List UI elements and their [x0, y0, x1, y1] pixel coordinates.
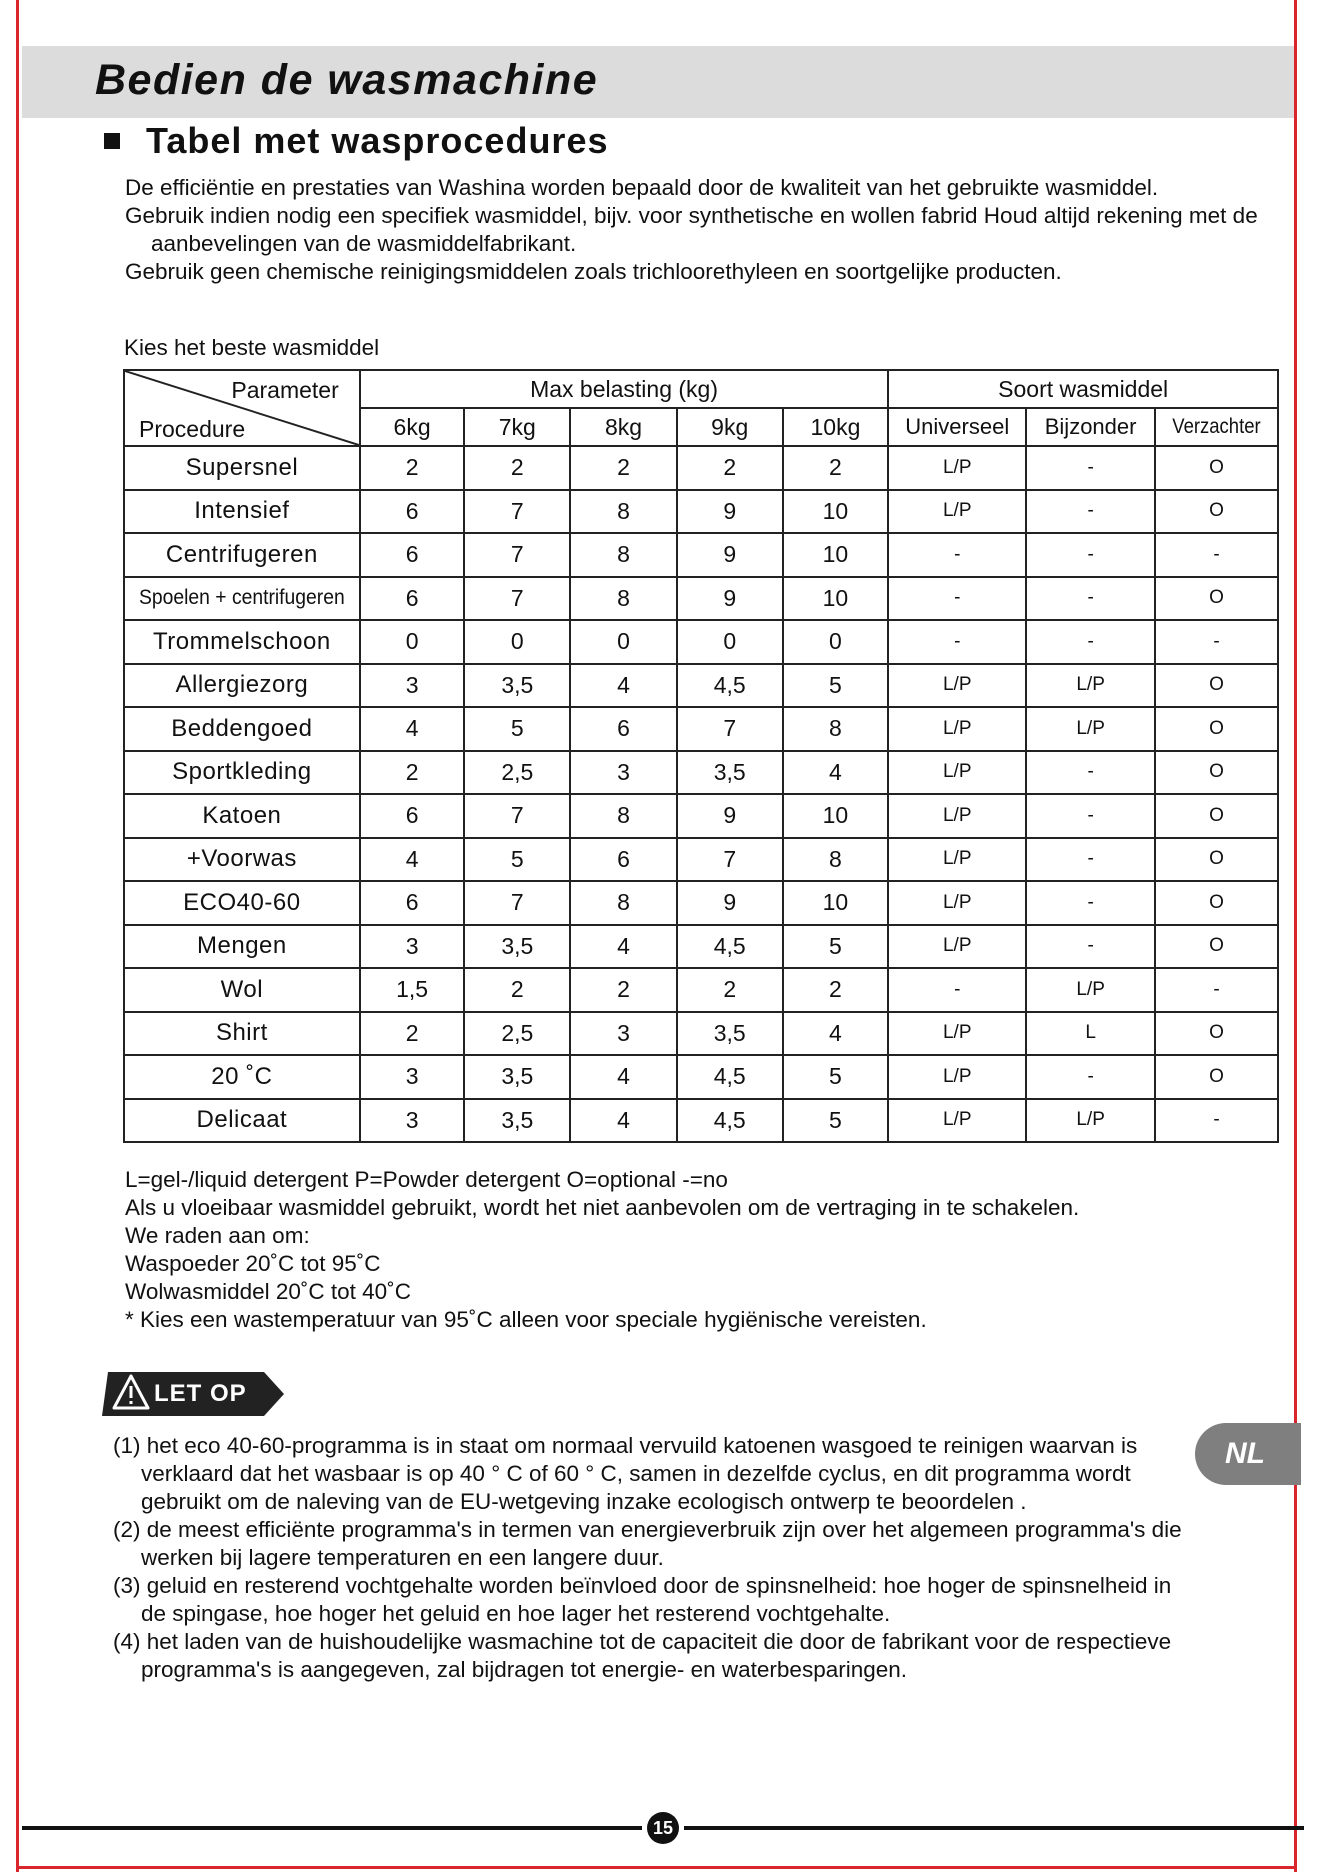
- detergent-cell: -: [1026, 490, 1155, 534]
- load-cell: 3: [360, 925, 465, 969]
- let-op-item: (4) het laden van de huishoudelijke wasmachine tot de capaciteit die door de fabrikant voor de respectieve programma's is aangegeven, zal bijdragen tot energie- en waterbesparingen.: [113, 1629, 1172, 1682]
- detergent-cell: L: [1026, 1012, 1155, 1056]
- load-cell: 9: [677, 533, 783, 577]
- procedure-name: Sportkleding: [124, 751, 360, 795]
- table-row: [124, 707, 1278, 751]
- load-cell: 7: [464, 577, 570, 621]
- load-cell: 10: [783, 794, 889, 838]
- section-title: Tabel met wasprocedures: [146, 120, 609, 161]
- detergent-cell: L/P: [888, 838, 1026, 882]
- load-cell: 7: [677, 707, 783, 751]
- load-cell: 2: [677, 446, 783, 490]
- load-cell: 3,5: [677, 1012, 783, 1056]
- load-cell: 10: [783, 881, 889, 925]
- load-cell: 1,5: [360, 968, 465, 1012]
- header-detergent: Universeel: [888, 408, 1026, 446]
- square-bullet-icon: [104, 133, 120, 149]
- detergent-cell: O: [1155, 707, 1278, 751]
- load-cell: 2: [570, 446, 677, 490]
- liquid-note: Als u vloeibaar wasmiddel gebruikt, wordt het niet aanbevolen om de vertraging in te schakelen.: [125, 1195, 1080, 1220]
- load-cell: 0: [677, 620, 783, 664]
- load-cell: 5: [464, 838, 570, 882]
- load-cell: 5: [464, 707, 570, 751]
- detergent-cell: -: [1026, 751, 1155, 795]
- load-cell: 4: [570, 925, 677, 969]
- load-cell: 6: [360, 577, 465, 621]
- detergent-cell: O: [1155, 664, 1278, 708]
- detergent-cell: L/P: [888, 794, 1026, 838]
- procedure-name: Centrifugeren: [124, 533, 360, 577]
- load-cell: 3,5: [464, 1055, 570, 1099]
- load-cell: 4: [360, 838, 465, 882]
- powder-note: Waspoeder 20˚C tot 95˚C: [125, 1251, 381, 1276]
- load-cell: 2: [783, 446, 889, 490]
- load-cell: 3: [570, 1012, 677, 1056]
- table-row: [124, 751, 1278, 795]
- detergent-cell: -: [888, 620, 1026, 664]
- detergent-cell: L/P: [888, 881, 1026, 925]
- detergent-cell: L/P: [888, 1055, 1026, 1099]
- page-title: Bedien de wasmachine: [95, 56, 599, 104]
- load-cell: 4,5: [677, 1055, 783, 1099]
- load-cell: 2,5: [464, 1012, 570, 1056]
- header-detergent-type: Soort wasmiddel: [888, 370, 1278, 408]
- load-cell: 4: [570, 1099, 677, 1143]
- wool-note: Wolwasmiddel 20˚C tot 40˚C: [125, 1279, 411, 1304]
- language-tab: NL: [1195, 1423, 1301, 1485]
- load-cell: 10: [783, 577, 889, 621]
- load-cell: 7: [464, 490, 570, 534]
- load-cell: 3,5: [464, 1099, 570, 1143]
- page-number: 15: [647, 1812, 679, 1844]
- load-cell: 2: [360, 751, 465, 795]
- load-cell: 3: [570, 751, 677, 795]
- detergent-cell: O: [1155, 490, 1278, 534]
- detergent-cell: -: [1026, 794, 1155, 838]
- table-row: [124, 446, 1278, 490]
- header-load: 8kg: [570, 408, 677, 446]
- table-row: [124, 838, 1278, 882]
- load-cell: 6: [570, 707, 677, 751]
- load-cell: 0: [360, 620, 465, 664]
- load-cell: 10: [783, 490, 889, 534]
- table-row: [124, 1055, 1278, 1099]
- load-cell: 7: [677, 838, 783, 882]
- advice-note: We raden aan om:: [125, 1223, 310, 1248]
- load-cell: 3,5: [677, 751, 783, 795]
- detergent-cell: L/P: [888, 1012, 1026, 1056]
- load-cell: 4: [570, 664, 677, 708]
- intro-paragraph: Gebruik geen chemische reinigingsmiddelen zoals trichloorethyleen en soortgelijke producten.: [125, 259, 1062, 284]
- load-cell: 5: [783, 664, 889, 708]
- detergent-cell: L/P: [888, 446, 1026, 490]
- intro-paragraph: De efficiëntie en prestaties van Washina worden bepaald door de kwaliteit van het gebruikte wasmiddel.: [125, 175, 1159, 200]
- detergent-cell: O: [1155, 1012, 1278, 1056]
- detergent-cell: L/P: [888, 664, 1026, 708]
- detergent-cell: O: [1155, 838, 1278, 882]
- intro-paragraph: Gebruik indien nodig een specifiek wasmiddel, bijv. voor synthetische en wollen fabrid Houd altijd rekening met de aanbevelingen van de wasmiddelfabrikant.: [125, 203, 1258, 256]
- detergent-cell: -: [1026, 446, 1155, 490]
- header-load: 10kg: [783, 408, 889, 446]
- load-cell: 6: [360, 490, 465, 534]
- detergent-cell: O: [1155, 1055, 1278, 1099]
- section-heading: [104, 120, 609, 162]
- load-cell: 6: [360, 533, 465, 577]
- temperature-note: * Kies een wastemperatuur van 95˚C alleen voor speciale hygiënische vereisten.: [125, 1307, 927, 1332]
- load-cell: 4: [360, 707, 465, 751]
- load-cell: 4: [783, 751, 889, 795]
- load-cell: 8: [783, 838, 889, 882]
- load-cell: 9: [677, 577, 783, 621]
- header-detergent: Verzachter: [1162, 408, 1270, 446]
- let-op-item: (1) het eco 40-60-programma is in staat om normaal vervuild katoenen wasgoed te reinigen waarvan is verklaard dat het wasbaar is op 40 ° C of 60 ° C, samen in dezelfde cyclus, en dit programma wordt gebruikt om de naleving van de EU-wetgeving inzake ecologisch ontwerp te beoordelen .: [113, 1433, 1138, 1514]
- procedure-name: Trommelschoon: [124, 620, 360, 664]
- intro-text: [125, 174, 1275, 286]
- load-cell: 2: [677, 968, 783, 1012]
- table-body: [124, 446, 1278, 1142]
- load-cell: 8: [570, 577, 677, 621]
- load-cell: 2: [783, 968, 889, 1012]
- table-row: [124, 664, 1278, 708]
- procedure-name: Katoen: [124, 794, 360, 838]
- let-op-label: LET OP: [154, 1380, 247, 1407]
- table-row: [124, 577, 1278, 621]
- table-caption: Kies het beste wasmiddel: [124, 335, 380, 360]
- load-cell: 9: [677, 490, 783, 534]
- header-corner-cell: [124, 370, 360, 446]
- header-parameter: Parameter: [231, 377, 339, 403]
- load-cell: 6: [570, 838, 677, 882]
- detergent-cell: -: [1026, 881, 1155, 925]
- load-cell: 4,5: [677, 925, 783, 969]
- table-row: [124, 881, 1278, 925]
- load-cell: 0: [464, 620, 570, 664]
- procedure-name: Shirt: [124, 1012, 360, 1056]
- load-cell: 8: [570, 794, 677, 838]
- detergent-cell: -: [888, 968, 1026, 1012]
- load-cell: 7: [464, 533, 570, 577]
- load-cell: 3,5: [464, 664, 570, 708]
- detergent-cell: L/P: [888, 490, 1026, 534]
- detergent-cell: -: [1026, 533, 1155, 577]
- footer-line: [684, 1826, 1304, 1830]
- notes: [125, 1166, 1225, 1334]
- load-cell: 8: [570, 490, 677, 534]
- detergent-cell: L/P: [888, 751, 1026, 795]
- load-cell: 7: [464, 794, 570, 838]
- load-cell: 6: [360, 794, 465, 838]
- header-procedure: Procedure: [139, 416, 246, 442]
- detergent-cell: O: [1155, 751, 1278, 795]
- load-cell: 0: [783, 620, 889, 664]
- detergent-cell: O: [1155, 794, 1278, 838]
- detergent-cell: L/P: [1026, 1099, 1155, 1143]
- detergent-cell: O: [1155, 577, 1278, 621]
- detergent-cell: -: [1155, 533, 1278, 577]
- detergent-cell: -: [888, 577, 1026, 621]
- detergent-cell: L/P: [1026, 664, 1155, 708]
- detergent-cell: L/P: [888, 925, 1026, 969]
- page-border-bottom: [16, 1866, 1297, 1869]
- load-cell: 5: [783, 1055, 889, 1099]
- load-cell: 3: [360, 1055, 465, 1099]
- procedure-name: +Voorwas: [124, 838, 360, 882]
- table-row: [124, 968, 1278, 1012]
- detergent-cell: L/P: [888, 1099, 1026, 1143]
- header-max-load: Max belasting (kg): [360, 370, 889, 408]
- load-cell: 8: [570, 881, 677, 925]
- load-cell: 2,5: [464, 751, 570, 795]
- header-detergent: Bijzonder: [1026, 408, 1155, 446]
- header-load: 9kg: [677, 408, 783, 446]
- detergent-cell: O: [1155, 925, 1278, 969]
- load-cell: 2: [464, 446, 570, 490]
- let-op-item: (3) geluid en resterend vochtgehalte worden beïnvloed door de spinsnelheid: hoe hoger de spinsnelheid in de spingase, hoe hoger het geluid en hoe lager het resterend vochtgehalte.: [113, 1573, 1172, 1626]
- load-cell: 9: [677, 794, 783, 838]
- table-row: [124, 1012, 1278, 1056]
- table-row: [124, 925, 1278, 969]
- load-cell: 4,5: [677, 1099, 783, 1143]
- load-cell: 8: [783, 707, 889, 751]
- detergent-cell: -: [1155, 620, 1278, 664]
- procedure-name: 20 ˚C: [124, 1055, 360, 1099]
- load-cell: 5: [783, 925, 889, 969]
- table-row: [124, 533, 1278, 577]
- load-cell: 8: [570, 533, 677, 577]
- load-cell: 10: [783, 533, 889, 577]
- detergent-cell: -: [1026, 620, 1155, 664]
- load-cell: 4: [570, 1055, 677, 1099]
- legend-text: L=gel-/liquid detergent P=Powder detergent O=optional -=no: [125, 1167, 728, 1192]
- detergent-cell: -: [888, 533, 1026, 577]
- detergent-cell: -: [1026, 577, 1155, 621]
- load-cell: 3: [360, 1099, 465, 1143]
- let-op-items: [113, 1432, 1193, 1684]
- page-border-right: [1294, 0, 1297, 1872]
- load-cell: 2: [360, 446, 465, 490]
- let-op-item: (2) de meest efficiënte programma's in termen van energieverbruik zijn over het algemeen programma's die werken bij lagere temperaturen en een langere duur.: [113, 1517, 1182, 1570]
- load-cell: 7: [464, 881, 570, 925]
- load-cell: 4,5: [677, 664, 783, 708]
- load-cell: 5: [783, 1099, 889, 1143]
- procedure-name: Delicaat: [124, 1099, 360, 1143]
- detergent-cell: O: [1155, 446, 1278, 490]
- let-op-banner: [102, 1372, 284, 1416]
- load-cell: 2: [570, 968, 677, 1012]
- table-row: [124, 620, 1278, 664]
- table-row: [124, 490, 1278, 534]
- load-cell: 4: [783, 1012, 889, 1056]
- page-border-left: [16, 0, 19, 1872]
- procedure-name: Intensief: [124, 490, 360, 534]
- wash-program-table: [123, 369, 1279, 1143]
- detergent-cell: L/P: [888, 707, 1026, 751]
- detergent-cell: O: [1155, 881, 1278, 925]
- load-cell: 2: [464, 968, 570, 1012]
- header-load: 7kg: [464, 408, 570, 446]
- load-cell: 2: [360, 1012, 465, 1056]
- detergent-cell: L/P: [1026, 707, 1155, 751]
- procedure-name: Beddengoed: [124, 707, 360, 751]
- procedure-name: Supersnel: [124, 446, 360, 490]
- detergent-cell: -: [1026, 838, 1155, 882]
- table-row: [124, 794, 1278, 838]
- load-cell: 3,5: [464, 925, 570, 969]
- procedure-name: Wol: [124, 968, 360, 1012]
- detergent-cell: L/P: [1026, 968, 1155, 1012]
- procedure-name: ECO40-60: [124, 881, 360, 925]
- procedure-name: Allergiezorg: [124, 664, 360, 708]
- load-cell: 6: [360, 881, 465, 925]
- procedure-name: Mengen: [124, 925, 360, 969]
- procedure-name: Spoelen + centrifugeren: [133, 577, 350, 621]
- detergent-cell: -: [1155, 968, 1278, 1012]
- detergent-cell: -: [1026, 925, 1155, 969]
- footer-line: [22, 1826, 642, 1830]
- load-cell: 9: [677, 881, 783, 925]
- load-cell: 3: [360, 664, 465, 708]
- load-cell: 0: [570, 620, 677, 664]
- detergent-cell: -: [1026, 1055, 1155, 1099]
- detergent-cell: -: [1155, 1099, 1278, 1143]
- header-load: 6kg: [360, 408, 465, 446]
- table-row: [124, 1099, 1278, 1143]
